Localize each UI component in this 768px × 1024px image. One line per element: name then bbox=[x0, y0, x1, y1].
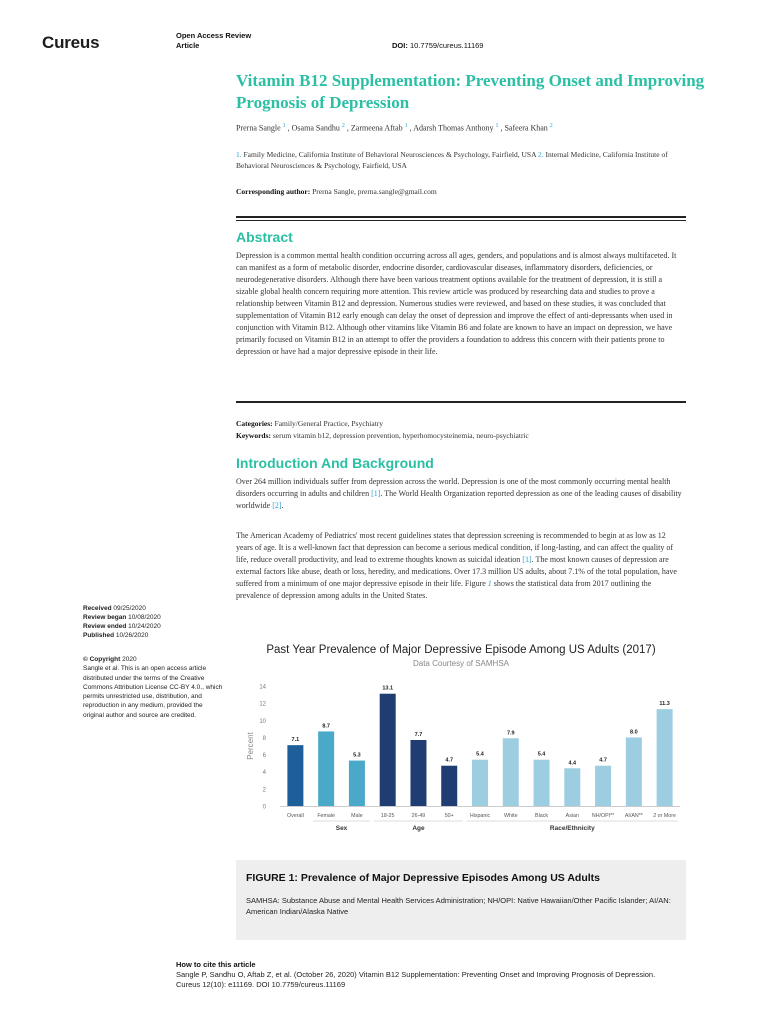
chart-bar bbox=[595, 766, 611, 806]
bar-value-label: 5.4 bbox=[537, 751, 546, 758]
published-line bbox=[83, 631, 223, 640]
categories-line bbox=[236, 418, 686, 430]
intro-text: . The World Health Organization reported depression as one of the leading causes of disability worldwide bbox=[236, 489, 682, 510]
x-tick-label: Asian bbox=[565, 813, 579, 819]
categories-block bbox=[236, 418, 686, 441]
copyright-year: 2020 bbox=[122, 656, 137, 663]
copyright-line bbox=[83, 655, 223, 664]
chart-bar bbox=[410, 740, 426, 806]
chart-bar bbox=[318, 731, 334, 806]
x-tick-label: 50+ bbox=[444, 813, 454, 819]
bar-value-label: 4.4 bbox=[568, 760, 577, 767]
chart-bar bbox=[503, 738, 519, 806]
citation-line: Cureus 12(10): e11169. DOI 10.7759/cureus.11169 bbox=[176, 980, 346, 989]
author-list: Prerna Sangle $^1$ , Osama Sandhu $^2$ , Zarmeena Aftab $^1$ , Adarsh Thomas Anthony $^1$ , Safeera Khan $^2$ bbox=[236, 123, 553, 133]
author-name[interactable]: Zarmeena Aftab bbox=[350, 123, 403, 133]
citation-heading: How to cite this article bbox=[176, 960, 256, 969]
bar-value-label: 13.1 bbox=[382, 685, 394, 692]
keywords-line bbox=[236, 430, 686, 442]
citation-line: Sangle P, Sandhu O, Aftab Z, et al. (October 26, 2020) Vitamin B12 Supplementation: Preventing Onset and Improving Prognosis of Depression. bbox=[176, 970, 656, 979]
intro-text: Over 264 million individuals suffer from depression across the world. Depression is one of the most commonly occurring mental health disorders occurring in adults and children bbox=[236, 477, 671, 498]
bar-value-label: 4.7 bbox=[445, 757, 454, 764]
corresponding-label: Corresponding author: bbox=[236, 187, 311, 196]
keywords-value: serum vitamin b12, depression prevention, hyperhomocysteinemia, neuro-psychiatric bbox=[272, 430, 529, 440]
chart-bar bbox=[564, 768, 580, 806]
y-tick-label: 2 bbox=[262, 787, 266, 794]
review-ended-date: 10/24/2020 bbox=[128, 623, 161, 630]
bar-value-label: 5.3 bbox=[353, 752, 361, 759]
section-divider bbox=[236, 401, 686, 403]
bar-value-label: 5.4 bbox=[476, 751, 484, 758]
author-name[interactable]: Prerna Sangle bbox=[236, 123, 281, 133]
group-label: Age bbox=[412, 825, 425, 832]
y-tick-label: 6 bbox=[262, 753, 266, 760]
review-ended-label: Review ended bbox=[83, 623, 127, 630]
author-name[interactable]: Adarsh Thomas Anthony bbox=[413, 123, 494, 133]
bar-value-label: 7.7 bbox=[414, 732, 423, 738]
x-tick-label: Overall bbox=[286, 813, 304, 819]
x-tick-label: 2 or More bbox=[653, 813, 676, 819]
chart-bar bbox=[287, 745, 303, 806]
x-tick-label: Male bbox=[351, 813, 363, 819]
received-date: 09/25/2020 bbox=[113, 605, 146, 612]
chart-bar bbox=[657, 709, 673, 806]
publication-dates bbox=[83, 604, 223, 640]
x-tick-label: NH/OPI** bbox=[591, 813, 615, 819]
affiliation-text: Family Medicine, California Institute of Behavioral Neurosciences & Psychology, Fairfield, USA bbox=[243, 150, 537, 159]
review-began-date: 10/08/2020 bbox=[128, 614, 161, 621]
x-tick-label: Female bbox=[317, 813, 335, 819]
chart-bar bbox=[349, 761, 365, 806]
section-divider bbox=[236, 220, 686, 221]
review-began-label: Review began bbox=[83, 614, 127, 621]
intro-heading: Introduction And Background bbox=[236, 455, 434, 471]
affiliations bbox=[236, 150, 696, 171]
figure-link[interactable]: 1 bbox=[487, 579, 492, 588]
author-affiliation-sup[interactable]: 1 bbox=[282, 123, 286, 129]
chart-bar bbox=[380, 694, 396, 806]
reference-link[interactable]: [1] bbox=[522, 555, 532, 564]
categories-label: Categories: bbox=[236, 419, 273, 428]
journal-logo[interactable]: Cureus bbox=[42, 33, 100, 52]
intro-text: . The most known causes of depression are external factors like abuse, death or loss, heredity, and medications. Over 17.3 million US adults, about 7.1% of the total population, have suffered from a minimum of one major depressive episode in their life. Figure bbox=[236, 555, 677, 588]
affiliation-number: 1. bbox=[236, 150, 242, 159]
x-tick-label: 18-25 bbox=[380, 813, 395, 819]
citation-text bbox=[176, 970, 756, 990]
header-doi bbox=[392, 41, 483, 50]
x-tick-label: AI/AN** bbox=[624, 813, 643, 819]
figure-title: FIGURE 1: Prevalence of Major Depressive Episodes Among US Adults bbox=[246, 872, 600, 884]
author-affiliation-sup[interactable]: 2 bbox=[341, 123, 345, 129]
bar-chart bbox=[236, 636, 686, 836]
doi-value[interactable]: 10.7759/cureus.11169 bbox=[409, 41, 484, 50]
published-date: 10/26/2020 bbox=[115, 632, 149, 639]
doi-label: DOI: bbox=[392, 41, 408, 50]
author-affiliation-sup[interactable]: 1 bbox=[404, 123, 408, 129]
y-axis-label: Percent bbox=[246, 732, 255, 760]
license-text: Sangle et al. This is an open access article distributed under the terms of the Creative Commons Attribution License CC-BY 4.0., which permits unrestricted use, distribution, and reproduction in any medium, provided the original author and source are credited. bbox=[83, 665, 223, 719]
chart-bar bbox=[626, 737, 642, 806]
review-ended-line bbox=[83, 622, 223, 631]
received-line bbox=[83, 604, 223, 613]
article-type-line2: Article bbox=[176, 41, 200, 50]
x-tick-label: Black bbox=[535, 813, 549, 819]
bar-value-label: 7.9 bbox=[506, 730, 515, 737]
chart-title: Past Year Prevalence of Major Depressive Episode Among US Adults (2017) bbox=[266, 644, 656, 656]
author-name[interactable]: Osama Sandhu bbox=[291, 123, 340, 133]
published-label: Published bbox=[83, 632, 115, 639]
categories-value: Family/General Practice, Psychiatry bbox=[274, 419, 384, 428]
y-tick-label: 10 bbox=[259, 718, 266, 725]
intro-paragraph bbox=[236, 476, 683, 512]
y-tick-label: 0 bbox=[262, 804, 266, 811]
bar-value-label: 11.3 bbox=[659, 701, 670, 708]
chart-subtitle: Data Courtesy of SAMHSA bbox=[412, 659, 510, 668]
intro-paragraph bbox=[236, 530, 683, 602]
bar-value-label: 4.7 bbox=[599, 757, 607, 764]
corresponding-author bbox=[236, 187, 696, 196]
group-label: Race/Ethnicity bbox=[549, 825, 595, 832]
keywords-label: Keywords: bbox=[236, 430, 271, 440]
article-type-line1: Open Access Review bbox=[176, 31, 252, 40]
figure-caption: SAMHSA: Substance Abuse and Mental Health Services Administration; NH/OPI: Native Hawaiian/Other Pacific Islander; AI/AN: American Indian/Alaska Native bbox=[246, 896, 671, 916]
author-affiliation-sup[interactable]: 2 bbox=[549, 123, 553, 129]
article-title: Vitamin B12 Supplementation: Preventing Onset and Improving Prognosis of Depression bbox=[236, 71, 705, 112]
copyright-label: © Copyright bbox=[83, 656, 121, 663]
y-tick-label: 14 bbox=[259, 684, 266, 691]
figure-chart bbox=[236, 636, 686, 836]
intro-text: The American Academy of Pediatrics' most recent guidelines states that depression screening is recommended to begin at as low as 12 years of age. It is a well-known fact that depression can become a serious medical condition, if long-lasting, and can affect the quality of life, reduce overall productivity, and lead to extreme thoughts known as suicidal ideation bbox=[236, 531, 674, 564]
copyright-block bbox=[83, 655, 223, 720]
intro-text: . bbox=[281, 501, 284, 510]
x-tick-label: White bbox=[503, 813, 518, 819]
group-label: Sex bbox=[335, 825, 348, 832]
x-tick-label: Hispanic bbox=[469, 813, 491, 819]
y-tick-label: 8 bbox=[262, 735, 266, 742]
y-tick-label: 4 bbox=[262, 770, 266, 777]
abstract-text: Depression is a common mental health condition occurring across all ages, genders, and populations and is almost always multifaceted. It can manifest as a form of metabolic disorder, endocrine disorder, cardiovascular diseases, inflammatory disorders, deficiencies, or neurodegenerative disorders. Although there have been various treatment options available for the treatment of depression, it is still a sizable global health concern requiring more attention. This review article was produced by researching data and studies to prove a relationship between Vitamin B12 and depression. Numerous studies were reviewed, and based on these studies, it was concluded that supplementation of Vitamin B12 early enough can delay the onset of depression and improve the effect of anti-depressants when used in conjunction with Vitamin B12. Although other vitamins like Vitamin B6 and folate are known to have an impact on depression, we have primarily focused on Vitamin B12 in an attempt to offer the providers a foundation to address this concern with their patients prone to depression or have had a major depressive episode in their life. bbox=[236, 251, 677, 356]
chart-bar bbox=[534, 760, 550, 806]
corresponding-value[interactable]: Prerna Sangle, prerna.sangle@gmail.com bbox=[312, 187, 437, 196]
received-label: Received bbox=[83, 605, 112, 612]
bar-value-label: 8.7 bbox=[322, 723, 330, 730]
reference-link[interactable]: [2] bbox=[272, 501, 282, 510]
y-tick-label: 12 bbox=[259, 701, 266, 708]
chart-bar bbox=[472, 760, 488, 806]
chart-bar bbox=[441, 766, 457, 806]
intro-text: shows the statistical data from 2017 outlining the prevalence of depression among adults in the United States. bbox=[236, 579, 652, 600]
affiliation-text: Internal Medicine, California Institute of Behavioral Neurosciences & Psychology, Fairfield, USA bbox=[236, 150, 668, 170]
author-name[interactable]: Safeera Khan bbox=[504, 123, 548, 133]
author-affiliation-sup[interactable]: 1 bbox=[495, 123, 499, 129]
affiliation-number: 2. bbox=[537, 150, 544, 159]
bar-value-label: 7.1 bbox=[291, 737, 300, 744]
bar-value-label: 8.0 bbox=[630, 729, 638, 736]
section-divider bbox=[236, 216, 686, 218]
article-type bbox=[176, 31, 251, 51]
abstract-heading: Abstract bbox=[236, 229, 293, 245]
review-began-line bbox=[83, 613, 223, 622]
x-tick-label: 26-49 bbox=[411, 813, 426, 819]
reference-link[interactable]: [1] bbox=[371, 489, 381, 498]
